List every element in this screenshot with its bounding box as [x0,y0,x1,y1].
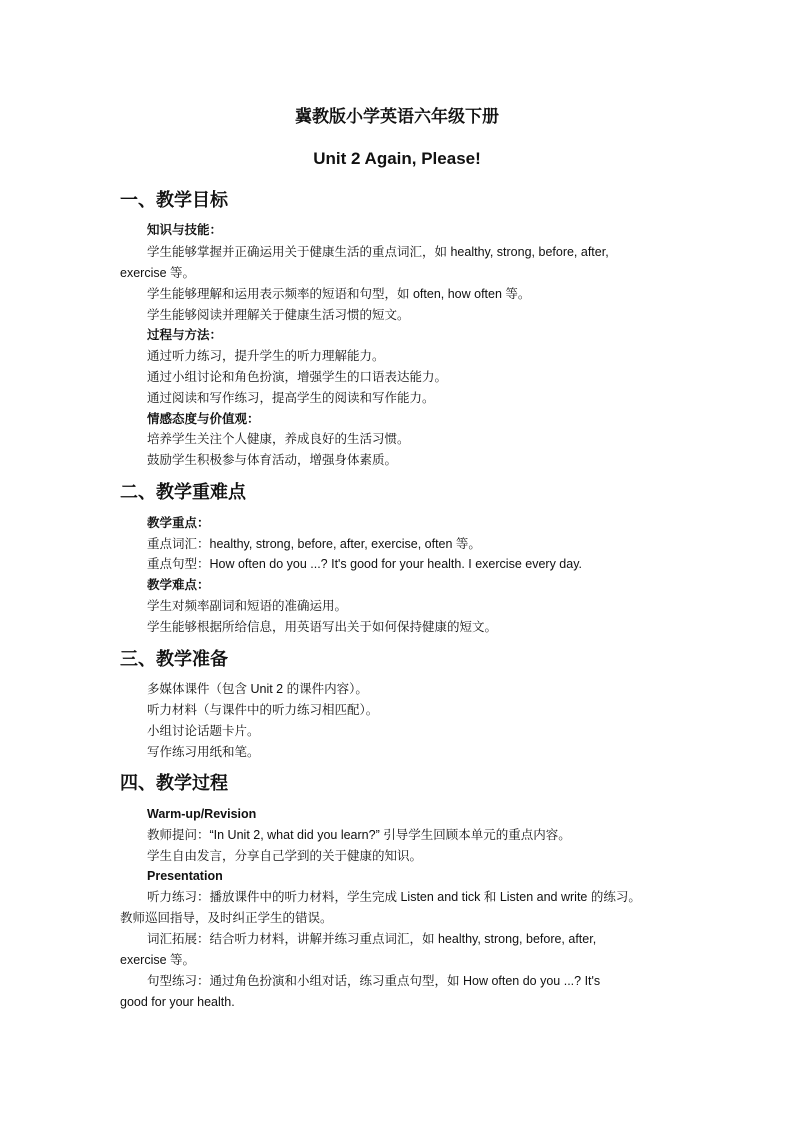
document-subtitle: Unit 2 Again, Please! [313,149,481,168]
paragraph-line: 教师提问：“In Unit 2, what did you learn?” 引导学生回顾本单元的重点内容。 [147,828,571,842]
paragraph-line: 句型练习：通过角色扮演和小组对话，练习重点句型，如 How often do you ...? It's [147,974,601,988]
paragraph-line: exercise 等。 [120,953,196,967]
paragraph-line: 学生能够掌握并正确运用关于健康生活的重点词汇，如 healthy, strong, before, after, [147,245,609,259]
paragraph-line: 小组讨论话题卡片。 [147,724,260,738]
paragraph-line: 通过阅读和写作练习，提高学生的阅读和写作能力。 [147,391,435,405]
paragraph-line: exercise 等。 [120,266,196,280]
warmup-label: Warm-up/Revision [147,807,257,821]
emotion-label: 情感态度与价值观： [147,412,260,426]
paragraph-line: 教师巡回指导，及时纠正学生的错误。 [120,911,333,925]
key-label: 教学重点： [147,516,210,530]
paragraph-line: 学生自由发言，分享自己学到的关于健康的知识。 [147,849,423,863]
paragraph-line: 通过小组讨论和角色扮演，增强学生的口语表达能力。 [147,370,448,384]
paragraph-line: 听力材料（与课件中的听力练习相匹配）。 [147,703,379,717]
paragraph-line: 学生能够根据所给信息，用英语写出关于如何保持健康的短文。 [147,620,498,634]
section-heading-process: 四、教学过程 [120,773,228,793]
paragraph-line: 培养学生关注个人健康，养成良好的生活习惯。 [147,432,410,446]
paragraph-line: 听力练习：播放课件中的听力材料，学生完成 Listen and tick 和 Listen and write 的练习。 [147,890,641,904]
paragraph-line: 学生能够理解和运用表示频率的短语和句型，如 often, how often 等。 [147,287,531,301]
document-title: 冀教版小学英语六年级下册 [295,107,499,126]
presentation-label: Presentation [147,869,223,883]
paragraph-line: 学生对频率副词和短语的准确运用。 [147,599,348,613]
section-heading-preparation: 三、教学准备 [120,649,228,669]
section-heading-objectives: 一、教学目标 [120,190,228,210]
paragraph-line: good for your health. [120,995,235,1009]
difficulty-label: 教学难点： [147,578,210,592]
paragraph-line: 重点词汇：healthy, strong, before, after, exercise, often 等。 [147,537,481,551]
process-label: 过程与方法： [147,328,223,342]
paragraph-line: 通过听力练习，提升学生的听力理解能力。 [147,349,385,363]
section-heading-key-points: 二、教学重难点 [120,482,246,502]
paragraph-line: 多媒体课件（包含 Unit 2 的课件内容）。 [147,682,368,696]
paragraph-line: 学生能够阅读并理解关于健康生活习惯的短文。 [147,308,410,322]
paragraph-line: 重点句型：How often do you ...? It's good for your health. I exercise every day. [147,557,582,571]
paragraph-line: 鼓励学生积极参与体育活动，增强身体素质。 [147,453,398,467]
knowledge-label: 知识与技能： [147,223,223,237]
paragraph-line: 写作练习用纸和笔。 [147,745,260,759]
paragraph-line: 词汇拓展：结合听力材料，讲解并练习重点词汇，如 healthy, strong, before, after, [147,932,597,946]
